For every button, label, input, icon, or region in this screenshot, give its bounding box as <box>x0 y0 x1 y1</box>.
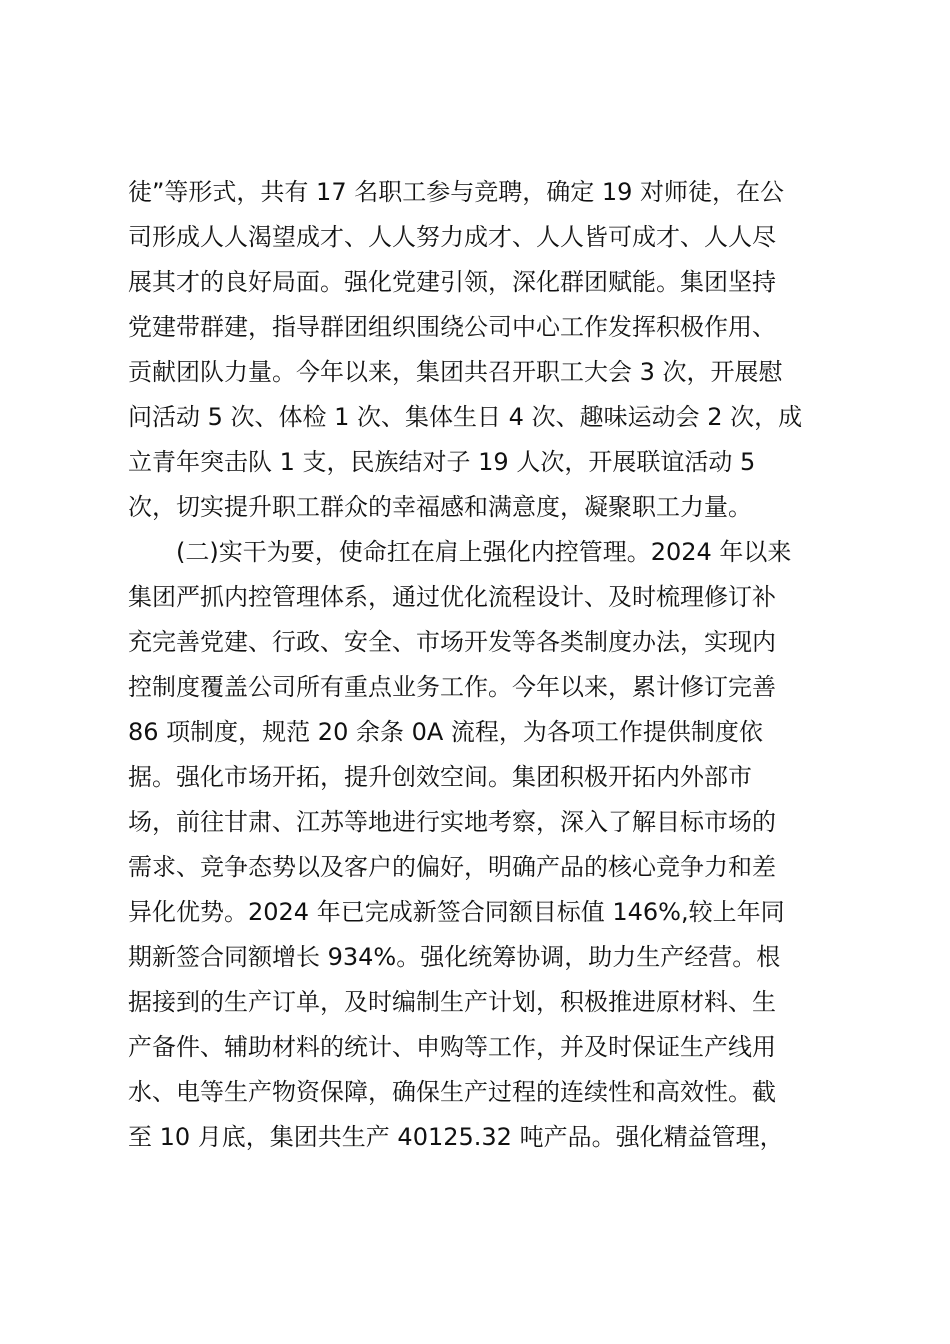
text-line-6: 问活动 5 次、体检 1 次、集体生日 4 次、趣味运动会 2 次，成 <box>128 403 803 431</box>
text-line-8: 次，切实提升职工群众的幸福感和满意度，凝聚职工力量。 <box>128 493 752 521</box>
text-line-21: 水、电等生产物资保障，确保生产过程的连续性和高效性。截 <box>128 1078 776 1106</box>
text-line-14: 据。强化市场开拓，提升创效空间。集团积极开拓内外部市 <box>128 763 752 791</box>
text-line-5: 贡献团队力量。今年以来，集团共召开职工大会 3 次，开展慰 <box>128 358 783 386</box>
text-line-4: 党建带群建，指导群团组织围绕公司中心工作发挥积极作用、 <box>128 313 776 341</box>
text-line-16: 需求、竞争态势以及客户的偏好，明确产品的核心竞争力和差 <box>128 853 776 881</box>
text-line-17: 异化优势。2024 年已完成新签合同额目标值 146%,较上年同 <box>128 898 785 926</box>
text-line-22: 至 10 月底，集团共生产 40125.32 吨产品。强化精益管理， <box>128 1123 784 1151</box>
text-line-10: 集团严抓内控管理体系，通过优化流程设计、及时梳理修订补 <box>128 583 776 611</box>
text-line-11: 充完善党建、行政、安全、市场开发等各类制度办法，实现内 <box>128 628 776 656</box>
text-line-1: 徒”等形式，共有 17 名职工参与竞聘，确定 19 对师徒，在公 <box>128 178 785 206</box>
text-line-15: 场，前往甘肃、江苏等地进行实地考察，深入了解目标市场的 <box>128 808 776 836</box>
text-line-9: (二)实干为要，使命扛在肩上强化内控管理。2024 年以来 <box>176 538 792 566</box>
text-line-3: 展其才的良好局面。强化党建引领，深化群团赋能。集团坚持 <box>128 268 776 296</box>
text-line-19: 据接到的生产订单，及时编制生产计划，积极推进原材料、生 <box>128 988 776 1016</box>
text-line-2: 司形成人人渴望成才、人人努力成才、人人皆可成才、人人尽 <box>128 223 776 251</box>
text-line-13: 86 项制度，规范 20 余条 0A 流程，为各项工作提供制度依 <box>128 718 763 746</box>
body-text <box>128 170 820 1160</box>
text-line-12: 控制度覆盖公司所有重点业务工作。今年以来，累计修订完善 <box>128 673 776 701</box>
text-line-7: 立青年突击队 1 支，民族结对子 19 人次，开展联谊活动 5 <box>128 448 756 476</box>
text-line-18: 期新签合同额增长 934%。强化统筹协调，助力生产经营。根 <box>128 943 781 971</box>
text-line-20: 产备件、辅助材料的统计、申购等工作，并及时保证生产线用 <box>128 1033 776 1061</box>
